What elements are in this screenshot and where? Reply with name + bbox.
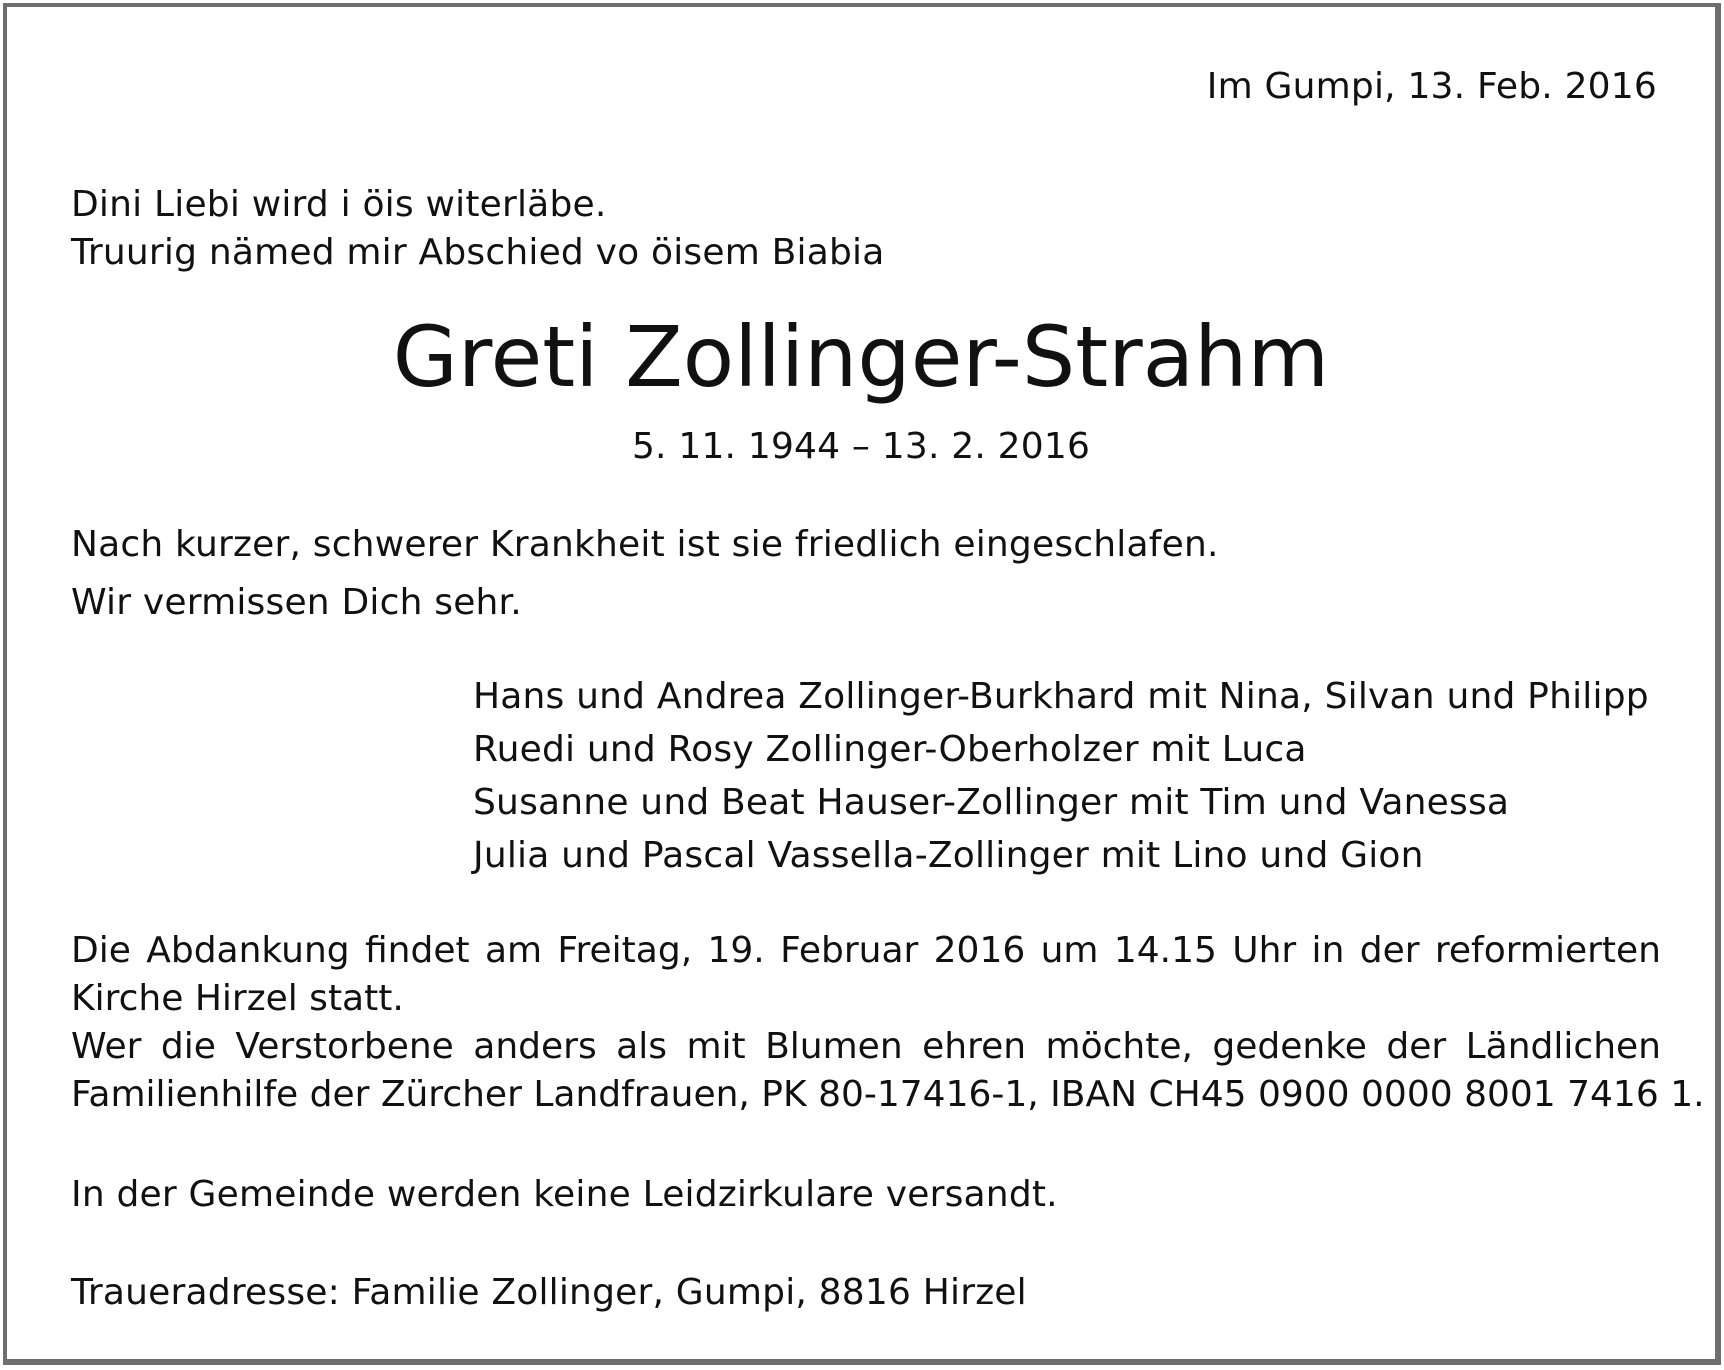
service-line-2: Kirche Hirzel statt. bbox=[71, 978, 404, 1019]
intro-line-2: Truurig nämed mir Abschied vo öisem Biabia bbox=[71, 232, 885, 273]
mourning-address: Traueradresse: Familie Zollinger, Gumpi, 8816 Hirzel bbox=[71, 1272, 1027, 1313]
life-dates: 5. 11. 1944 – 13. 2. 2016 bbox=[631, 426, 1091, 467]
service-line-3: Wer die Verstorbene anders als mit Blumen ehren möchte, gedenke der Ländlichen bbox=[71, 1026, 1661, 1067]
family-line-4: Julia und Pascal Vassella-Zollinger mit Lino und Gion bbox=[473, 835, 1424, 876]
intro-line-1: Dini Liebi wird i öis witerläbe. bbox=[71, 184, 607, 225]
service-line-4: Familienhilfe der Zürcher Landfrauen, PK 80-17416-1, IBAN CH45 0900 0000 8001 7416 1. bbox=[71, 1074, 1705, 1115]
service-line-1: Die Abdankung findet am Freitag, 19. Februar 2016 um 14.15 Uhr in der reformierten bbox=[71, 930, 1661, 971]
place-date: Im Gumpi, 13. Feb. 2016 bbox=[1206, 66, 1657, 107]
deceased-name: Greti Zollinger-Strahm bbox=[392, 308, 1330, 406]
family-line-3: Susanne und Beat Hauser-Zollinger mit Tim und Vanessa bbox=[473, 782, 1510, 823]
family-line-1: Hans und Andrea Zollinger-Burkhard mit Nina, Silvan und Philipp bbox=[473, 676, 1649, 717]
service-paragraph bbox=[71, 927, 1705, 1119]
message-line-1: Nach kurzer, schwerer Krankheit ist sie friedlich eingeschlafen. bbox=[71, 524, 1219, 565]
no-circulars-note: In der Gemeinde werden keine Leidzirkulare versandt. bbox=[71, 1174, 1058, 1215]
message-line-2: Wir vermissen Dich sehr. bbox=[71, 582, 522, 623]
family-line-2: Ruedi und Rosy Zollinger-Oberholzer mit Luca bbox=[473, 729, 1307, 770]
obituary-notice bbox=[3, 3, 1721, 1365]
